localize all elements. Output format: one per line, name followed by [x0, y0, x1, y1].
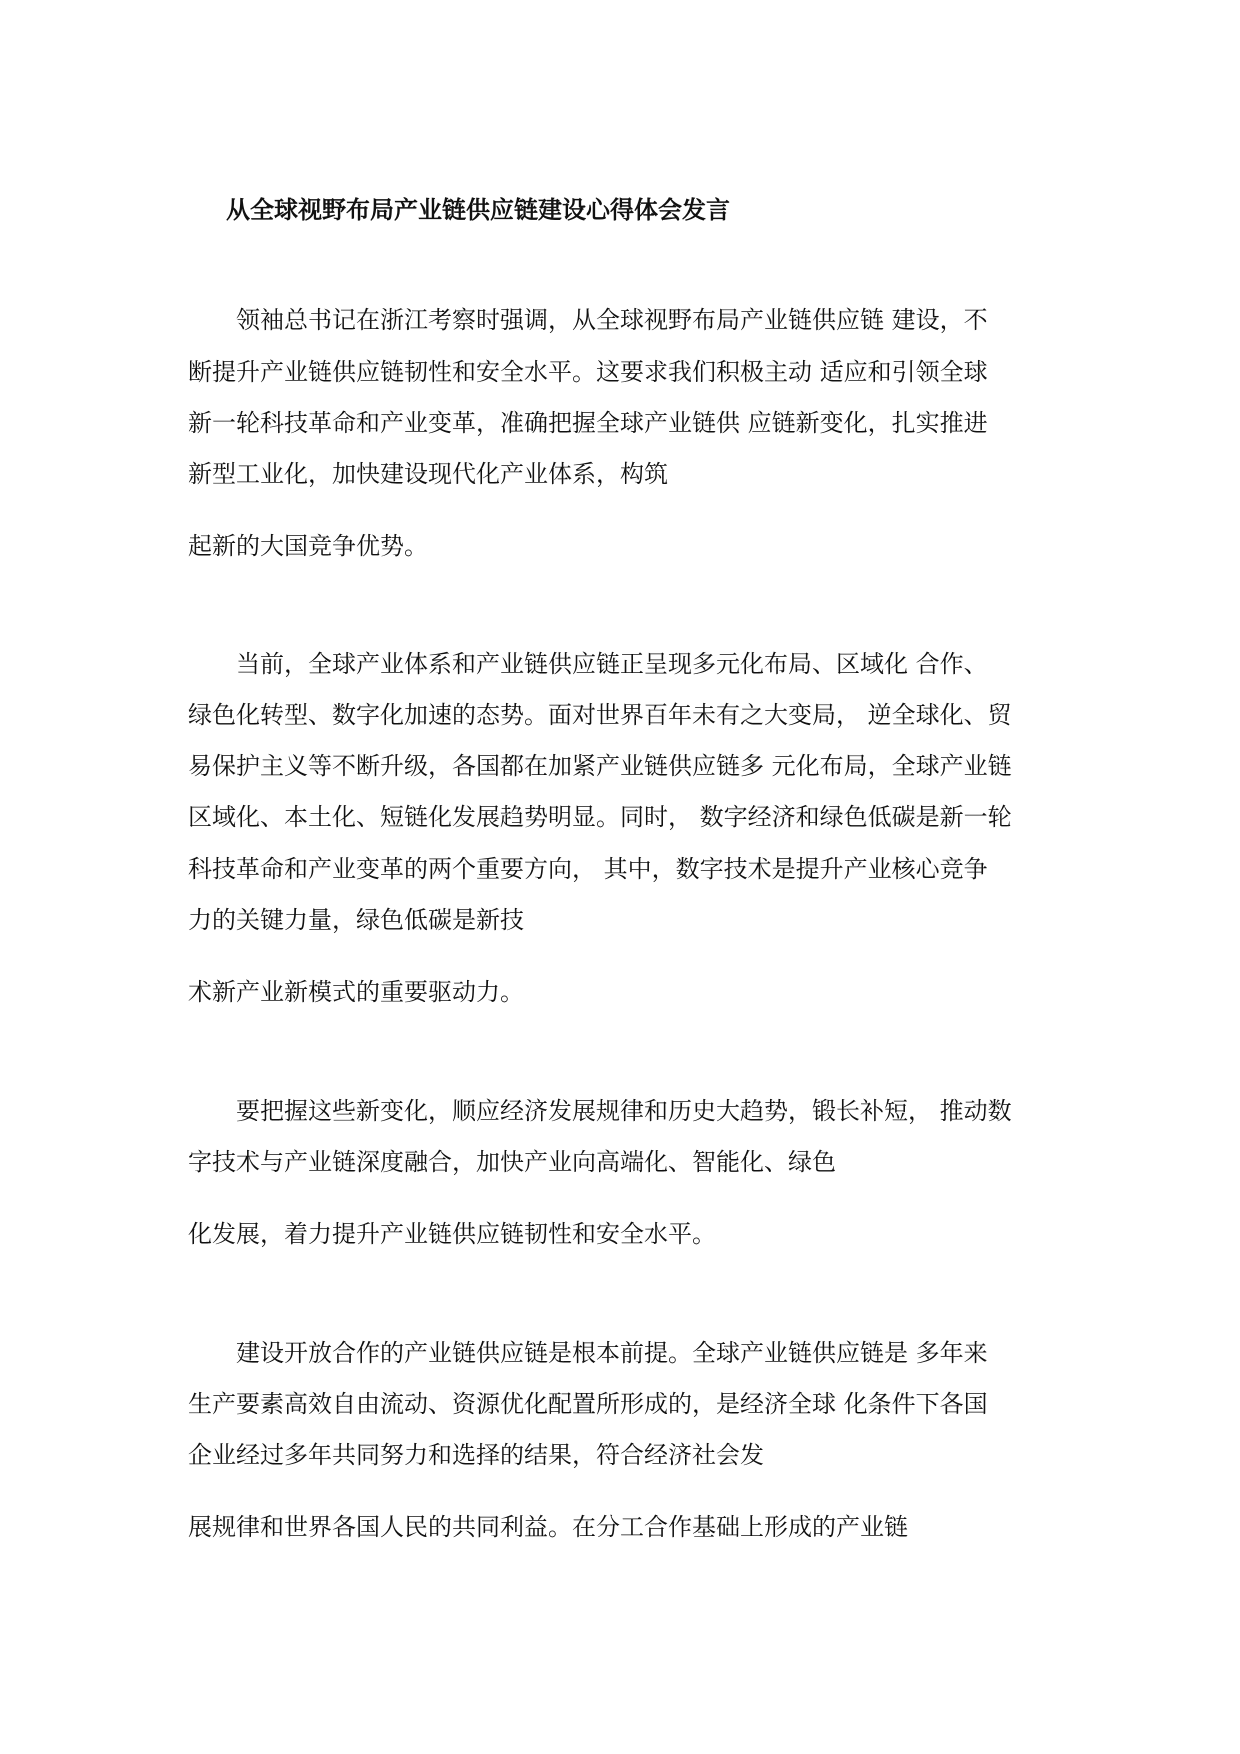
paragraph-1-line-5: 起新的大国竞争优势。 [188, 532, 428, 560]
paragraph-2-line-6: 力的关键力量，绿色低碳是新技 [188, 906, 524, 934]
paragraph-1-line-3: 新一轮科技革命和产业变革，准确把握全球产业链供 应链新变化，扎实推进 [188, 409, 988, 437]
paragraph-2-line-1: 当前，全球产业体系和产业链供应链正呈现多元化布局、区域化 合作、 [236, 650, 988, 678]
paragraph-3-line-2: 字技术与产业链深度融合，加快产业向高端化、智能化、绿色 [188, 1148, 836, 1176]
paragraph-3-line-3: 化发展，着力提升产业链供应链韧性和安全水平。 [188, 1220, 716, 1248]
paragraph-2-line-4: 区域化、本土化、短链化发展趋势明显。同时， 数字经济和绿色低碳是新一轮 [188, 803, 1012, 831]
paragraph-4-line-3: 企业经过多年共同努力和选择的结果，符合经济社会发 [188, 1441, 764, 1469]
paragraph-1-line-2: 断提升产业链供应链韧性和安全水平。这要求我们积极主动 适应和引领全球 [188, 358, 988, 386]
paragraph-2-line-2: 绿色化转型、数字化加速的态势。面对世界百年未有之大变局， 逆全球化、贸 [188, 701, 1012, 729]
paragraph-2-line-7: 术新产业新模式的重要驱动力。 [188, 978, 524, 1006]
paragraph-2-line-5: 科技革命和产业变革的两个重要方向， 其中，数字技术是提升产业核心竞争 [188, 855, 988, 883]
paragraph-4-line-4: 展规律和世界各国人民的共同利益。在分工合作基础上形成的产业链 [188, 1513, 908, 1541]
paragraph-3-line-1: 要把握这些新变化，顺应经济发展规律和历史大趋势，锻长补短， 推动数 [236, 1097, 1012, 1125]
paragraph-1-line-4: 新型工业化，加快建设现代化产业体系，构筑 [188, 460, 668, 488]
document-title: 从全球视野布局产业链供应链建设心得体会发言 [226, 196, 730, 224]
paragraph-2-line-3: 易保护主义等不断升级，各国都在加紧产业链供应链多 元化布局，全球产业链 [188, 752, 1012, 780]
paragraph-4-line-2: 生产要素高效自由流动、资源优化配置所形成的，是经济全球 化条件下各国 [188, 1390, 988, 1418]
paragraph-1-line-1: 领袖总书记在浙江考察时强调，从全球视野布局产业链供应链 建设，不 [236, 306, 988, 334]
paragraph-4-line-1: 建设开放合作的产业链供应链是根本前提。全球产业链供应链是 多年来 [236, 1339, 988, 1367]
